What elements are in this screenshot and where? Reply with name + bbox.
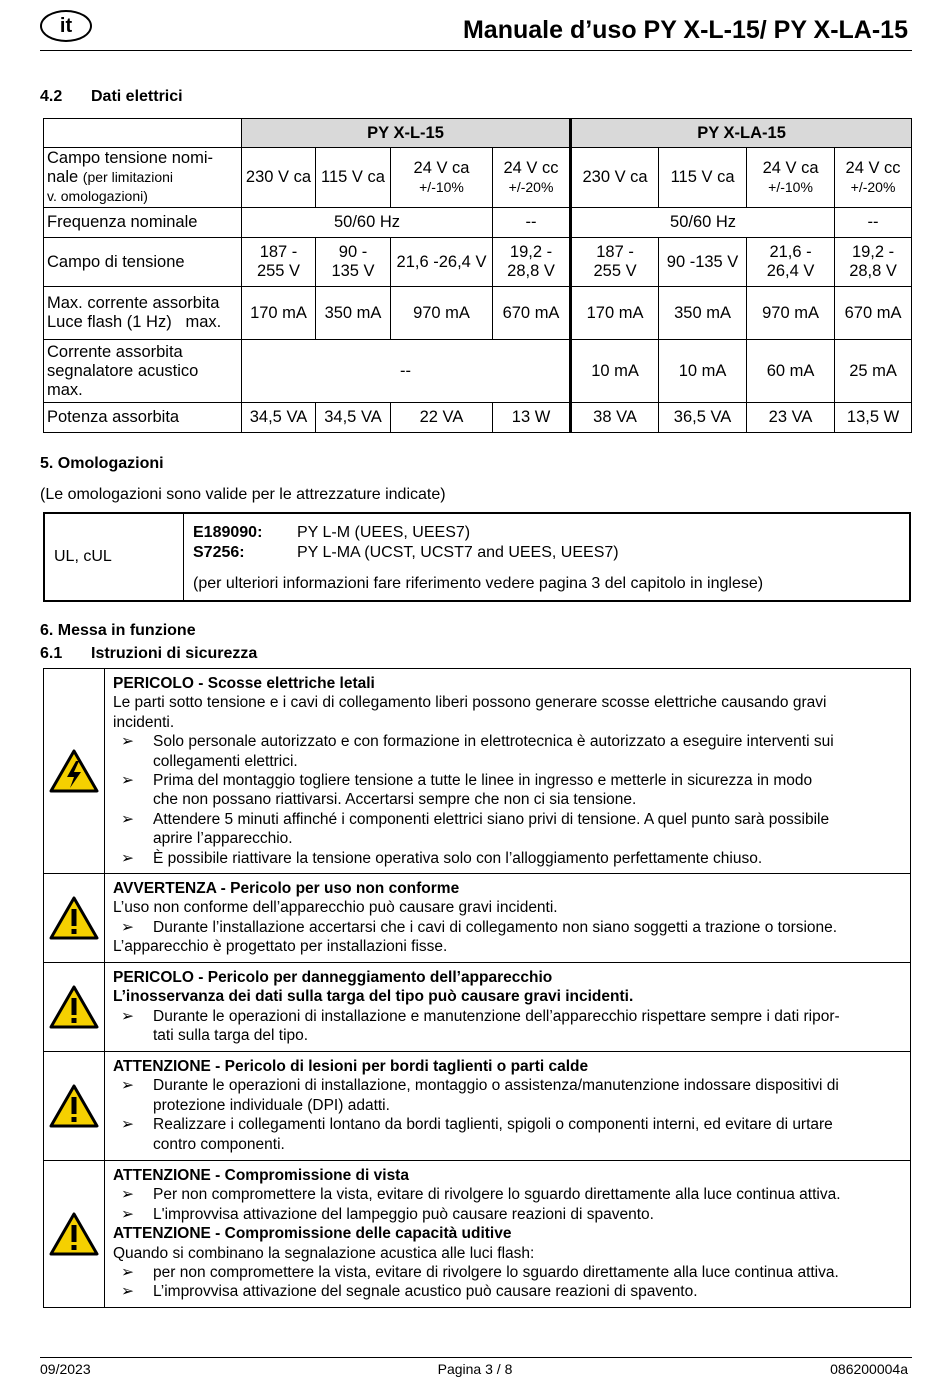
cell-line: 19,2 -: [509, 243, 553, 261]
bullet-line: Realizzare i collegamenti lontano da bordi taglienti, spigoli o componenti interni, ed evitare di urtare: [153, 1116, 833, 1134]
label-line: segnalatore acustico: [47, 361, 199, 380]
table-cell: 350 mA: [316, 287, 391, 340]
label-note: v. omologazioni): [47, 188, 148, 204]
arrow-bullet-icon: ➢: [121, 1205, 134, 1223]
cell-note: +/-10%: [419, 178, 464, 195]
bullet-line: per non compromettere la vista, evitare di rivolgere lo sguardo direttamente alla luce continua attiva.: [153, 1264, 839, 1282]
safety-block-electric-shock: [44, 669, 910, 873]
icon-cell: [44, 1161, 105, 1307]
safety-table: [43, 668, 911, 1308]
arrow-bullet-icon: ➢: [121, 1186, 134, 1204]
approval-desc: PY L-MA (UCST, UCST7 and UEES, UEES7): [297, 544, 619, 561]
table-cell: 38 VA: [571, 403, 659, 433]
electrical-data-table: [43, 118, 912, 433]
language-badge: [40, 10, 92, 42]
label-line: Max. corrente assorbita: [47, 294, 220, 312]
icon-cell: [44, 874, 105, 962]
bullet-line: che non possano riattivarsi. Accertarsi sempre che non ci sia tensione.: [153, 791, 637, 809]
safety-block-sharp-edges: [44, 1051, 910, 1160]
arrow-bullet-icon: ➢: [121, 1077, 134, 1095]
table-cell: 115 V ca: [659, 148, 747, 208]
cell-line: 135 V: [331, 262, 375, 280]
safety-line: L’apparecchio è progettato per installazioni fisse.: [113, 938, 448, 956]
table-cell: 350 mA: [659, 287, 747, 340]
table-cell: 170 mA: [242, 287, 316, 340]
arrow-bullet-icon: ➢: [121, 733, 134, 751]
section-number: 4.2: [40, 88, 63, 105]
cell-line: 90 -: [338, 243, 368, 261]
table-cell: 230 V ca: [242, 148, 316, 208]
table-cell: 970 mA: [747, 287, 835, 340]
cell-line: 24 V ca: [413, 158, 470, 177]
table-cell: [747, 148, 835, 208]
cell-note: +/-20%: [508, 178, 554, 195]
table-cell: 170 mA: [571, 287, 659, 340]
safety-line: L’inosservanza dei dati sulla targa del tipo può causare gravi incidenti.: [113, 988, 634, 1006]
cell-line: 24 V cc: [503, 158, 559, 177]
cell-note: +/-20%: [850, 178, 896, 195]
safety-line: incidenti.: [113, 713, 175, 731]
arrow-bullet-icon: ➢: [121, 810, 134, 828]
section-heading-6: 6. Messa in funzione: [40, 622, 196, 639]
table-cell: 13 W: [493, 403, 571, 433]
list-item: [113, 918, 902, 937]
bullet-line: Solo personale autorizzato e con formazione in elettrotecnica è autorizzato a eseguire interventi sui: [153, 733, 834, 751]
label-line: Luce flash (1 Hz) max.: [47, 313, 222, 331]
row-label-frequency: Frequenza nominale: [44, 208, 242, 238]
table-cell: 36,5 VA: [659, 403, 747, 433]
label-note: (per limitazioni: [82, 169, 174, 185]
safety-title: AVVERTENZA - Pericolo per uso non conforme: [113, 880, 460, 897]
list-item: [113, 1076, 902, 1115]
table-cell: 25 mA: [835, 340, 912, 403]
arrow-bullet-icon: ➢: [121, 1116, 134, 1134]
arrow-bullet-icon: ➢: [121, 1264, 134, 1282]
safety-line: Quando si combinano la segnalazione acustica alle luci flash:: [113, 1244, 535, 1262]
cell-line: 255 V: [593, 262, 637, 280]
table-cell: 23 VA: [747, 403, 835, 433]
table-cell: 34,5 VA: [316, 403, 391, 433]
table-cell: [835, 148, 912, 208]
arrow-bullet-icon: ➢: [121, 1007, 134, 1025]
bullet-line: aprire l’apparecchio.: [153, 830, 293, 848]
table-corner: [44, 119, 242, 148]
table-cell: 115 V ca: [316, 148, 391, 208]
footer-page-number: Pagina 3 / 8: [437, 1361, 513, 1377]
table-cell: [835, 238, 912, 287]
approvals-intro: (Le omologazioni sono valide per le attrezzature indicate): [40, 486, 446, 503]
cell-line: 28,8 V: [849, 262, 897, 280]
table-row: [44, 403, 912, 433]
icon-cell: [44, 1052, 105, 1160]
table-cell: 230 V ca: [571, 148, 659, 208]
group-header-pyxla15: PY X-LA-15: [571, 119, 912, 148]
arrow-bullet-icon: ➢: [121, 918, 134, 936]
list-item: [113, 1185, 902, 1204]
row-label-power: Potenza assorbita: [44, 403, 242, 433]
warning-icon: [49, 896, 99, 940]
label-line: nale: [47, 168, 79, 186]
cell-line: 187 -: [596, 243, 634, 261]
table-cell: 10 mA: [571, 340, 659, 403]
icon-cell: [44, 963, 105, 1051]
table-cell: 670 mA: [493, 287, 571, 340]
safety-title: PERICOLO - Pericolo per danneggiamento dell’apparecchio: [113, 969, 553, 986]
table-cell: 60 mA: [747, 340, 835, 403]
footer-divider: [40, 1357, 912, 1358]
table-row: [44, 340, 912, 403]
arrow-bullet-icon: ➢: [121, 1283, 134, 1301]
list-item: [113, 810, 902, 849]
bullet-line: Per non compromettere la vista, evitare di rivolgere lo sguardo direttamente alla luce continua attiva.: [153, 1186, 841, 1204]
approvals-content: [193, 523, 763, 594]
table-row: [44, 148, 912, 208]
icon-cell: [44, 669, 105, 873]
safety-title: ATTENZIONE - Pericolo di lesioni per bordi taglienti o parti calde: [113, 1058, 589, 1075]
cell-line: 28,8 V: [507, 262, 555, 280]
table-row: [44, 208, 912, 238]
table-cell: [242, 238, 316, 287]
bullet-line: È possibile riattivare la tensione operativa solo con l’alloggiamento perfettamente chiuso.: [153, 849, 763, 867]
safety-block-device-damage: [44, 962, 910, 1051]
list-item: [113, 732, 902, 771]
label-line: max.: [47, 380, 83, 399]
table-cell: 50/60 Hz: [571, 208, 835, 238]
row-label-acoustic-current: [44, 340, 242, 403]
table-cell: --: [835, 208, 912, 238]
table-cell: [493, 148, 571, 208]
approvals-table: [43, 512, 911, 602]
table-cell: 670 mA: [835, 287, 912, 340]
bullet-line: Durante le operazioni di installazione, montaggio o assistenza/manutenzione indossare dispositivi di: [153, 1077, 839, 1095]
safety-text: [105, 963, 910, 1051]
row-label-voltage-range: Campo di tensione: [44, 238, 242, 287]
table-cell: [571, 238, 659, 287]
approval-desc: PY L-M (UEES, UEES7): [297, 524, 471, 541]
bullet-line: tati sulla targa del tipo.: [153, 1027, 309, 1045]
table-cell: 21,6 -26,4 V: [391, 238, 493, 287]
table-cell: 50/60 Hz: [242, 208, 493, 238]
table-row: [44, 119, 912, 148]
cell-note: +/-10%: [768, 178, 813, 195]
warning-icon: [49, 1084, 99, 1128]
table-cell: 13,5 W: [835, 403, 912, 433]
table-cell: 970 mA: [391, 287, 493, 340]
document-title: Manuale d’uso PY X-L-15/ PY X-LA-15: [462, 16, 908, 44]
bullet-line: contro componenti.: [153, 1135, 285, 1153]
label-line: Campo tensione nomi-: [47, 149, 213, 167]
safety-text: [105, 1161, 910, 1307]
cell-line: 24 V ca: [762, 158, 819, 177]
safety-title: ATTENZIONE - Compromissione di vista: [113, 1167, 409, 1184]
bullet-line: protezione individuale (DPI) adatti.: [153, 1096, 390, 1114]
footer-date: 09/2023: [40, 1361, 91, 1377]
table-cell: 90 -135 V: [659, 238, 747, 287]
table-cell: [391, 148, 493, 208]
approval-code: S7256:: [193, 544, 245, 561]
cell-line: 19,2 -: [851, 243, 895, 261]
section-number: 6.1: [40, 645, 63, 662]
bullet-line: collegamenti elettrici.: [153, 752, 298, 770]
section-heading-6-1: [40, 645, 257, 663]
table-cell: 34,5 VA: [242, 403, 316, 433]
safety-title: ATTENZIONE - Compromissione delle capacità uditive: [113, 1225, 512, 1243]
arrow-bullet-icon: ➢: [121, 772, 134, 790]
row-label-max-current: [44, 287, 242, 340]
table-row: [44, 238, 912, 287]
section-heading-5: 5. Omologazioni: [40, 455, 164, 472]
footer-doc-code: 086200004a: [830, 1361, 908, 1377]
cell-line: 26,4 V: [766, 262, 815, 280]
safety-block-vision-hearing: [44, 1160, 910, 1307]
table-cell: 10 mA: [659, 340, 747, 403]
table-cell: --: [242, 340, 571, 403]
safety-text: [105, 669, 910, 873]
cell-line: 21,6 -: [769, 243, 812, 261]
list-item: [113, 1263, 902, 1282]
approval-note: (per ulteriori informazioni fare riferimento vedere pagina 3 del capitolo in inglese): [193, 575, 764, 592]
safety-block-improper-use: [44, 873, 910, 962]
bullet-line: Attendere 5 minuti affinché i componenti elettrici siano privi di tensione. A quel punto sarà possibile: [153, 810, 830, 828]
cell-line: 187 -: [259, 243, 298, 261]
safety-line: L’uso non conforme dell’apparecchio può causare gravi incidenti.: [113, 899, 558, 917]
table-row: [44, 287, 912, 340]
table-cell: [747, 238, 835, 287]
warning-icon: [49, 985, 99, 1029]
group-header-pyxl15: PY X-L-15: [242, 119, 571, 148]
list-item: [113, 771, 902, 810]
cell-line: 255 V: [256, 262, 301, 280]
safety-title: PERICOLO - Scosse elettriche letali: [113, 675, 375, 692]
list-item: [113, 1205, 902, 1224]
table-cell: 22 VA: [391, 403, 493, 433]
bullet-line: Prima del montaggio togliere tensione a tutte le linee in ingresso e metterle in sicurezza in modo: [153, 772, 813, 790]
safety-line: Le parti sotto tensione e i cavi di collegamento liberi possono generare scosse elettriche causando gravi: [113, 694, 827, 712]
list-item: [113, 1115, 902, 1154]
arrow-bullet-icon: ➢: [121, 849, 134, 867]
language-code: it: [59, 14, 73, 37]
table-cell: [316, 238, 391, 287]
safety-text: [105, 1052, 910, 1160]
approval-code: E189090:: [193, 524, 263, 541]
list-item: [113, 1282, 902, 1301]
header-divider: [40, 50, 912, 51]
row-label-nominal-voltage: [44, 148, 242, 208]
list-item: [113, 1007, 902, 1046]
bullet-line: Durante le operazioni di installazione e manutenzione dell’apparecchio rispettare sempre i dati ripor-: [153, 1007, 840, 1025]
cell-line: 24 V cc: [845, 158, 901, 177]
section-title: Dati elettrici: [91, 88, 183, 105]
list-item: [113, 849, 902, 868]
approvals-label: UL, cUL: [45, 514, 184, 600]
bullet-line: L’improvvisa attivazione del segnale acustico può causare reazioni di spavento.: [153, 1283, 698, 1301]
warning-icon: [49, 1212, 99, 1256]
bullet-line: L'improvvisa attivazione del lampeggio può causare reazioni di spavento.: [153, 1205, 654, 1223]
section-heading-4-2: [40, 88, 183, 106]
safety-text: [105, 874, 910, 962]
table-cell: [493, 238, 571, 287]
bullet-line: Durante l’installazione accertarsi che i cavi di collegamento non siano soggetti a trazione o torsione.: [153, 918, 838, 936]
section-title: Istruzioni di sicurezza: [91, 645, 258, 662]
table-cell: --: [493, 208, 571, 238]
label-line: Corrente assorbita: [47, 342, 183, 361]
electric-hazard-icon: [49, 749, 99, 793]
